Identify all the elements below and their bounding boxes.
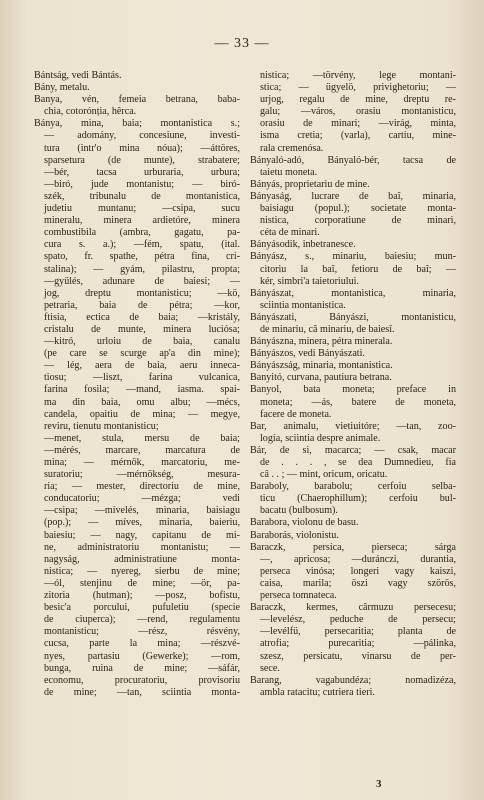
text-line: Bár, de si, macarca; — csak, macar (250, 444, 456, 456)
text-line: câ . . ; — mint, oricum, oricatu. (260, 469, 388, 481)
text-line: cucsa, parte la mina; —részvé- (44, 638, 240, 650)
text-line: Bányászat, montanistica, minaria, (250, 287, 456, 299)
text-line: combustibila (ambra, gagatu, pa- (44, 227, 240, 239)
text-line: de ciuperca); —rend, regulamentu (44, 614, 240, 626)
text-line: jog, dreptu montanisticu; —kö, (44, 287, 240, 299)
text-line: —, apricosa; —duránczi, durantia, (260, 553, 456, 565)
text-line: cristalu de munte, minera luciósa; (44, 323, 240, 335)
text-line: economu, procuratoriu, provisoriu (44, 674, 240, 686)
text-line: Bányászság, minaria, montanistica. (250, 360, 393, 372)
text-line: baisiagu (popul.); societate monta- (260, 203, 456, 215)
text-line: ambla ratacitu; cutriera tieri. (260, 686, 375, 698)
text-line: céta de minari. (260, 227, 320, 239)
text-line: Baraboly, barabolu; cerfoiu selba- (250, 481, 456, 493)
text-line: petraria, baia de pétra; —kor, (44, 299, 240, 311)
text-line: besic'a porcului, pufuletiu (specie (44, 602, 240, 614)
text-line: cura s. a.); —fém, spatu, (ital. (44, 239, 240, 251)
text-line: kér, simbri'a taietoriului. (260, 275, 359, 287)
text-line: candela, opaitiu de mina; — megye, (44, 408, 240, 420)
text-line: Bántság, vedi Bántás. (34, 70, 122, 81)
text-line: (pop.); — míves, minaria, baieriu, (44, 517, 240, 529)
text-line: nyes, partasiu (Gewerke); —rom, (44, 650, 240, 662)
text-line: mina; — mérnök, marcatoriu, me- (44, 457, 240, 468)
text-line: baiesiu; — nagy, capitanu de mi- (44, 529, 240, 541)
text-line: Baraborás, violonistu. (250, 529, 339, 541)
text-line: Bány, metalu. (34, 82, 90, 94)
text-line: stica; — ügyelö, privighetoriu; — (260, 82, 456, 94)
text-line: chia, cotorónția, hêrca. (44, 106, 137, 118)
text-line: —levelész, peduche de persecu; (260, 614, 456, 626)
text-line: citoriu la baî, fetioru de baî; — (260, 263, 456, 275)
text-line: suratoriu; —mérnökség, mesura- (44, 469, 240, 481)
text-line: nistica; — nyereg, sierbu de mine; (44, 565, 240, 577)
text-line: orasiu de minari; —virág, minta, (260, 118, 456, 130)
text-line: sciintia montanistica. (260, 299, 346, 311)
text-line: reviru, tienutu montanisticu; (44, 420, 159, 432)
text-line: ftisia, ectica de baia; —kristály, (44, 311, 240, 323)
text-line: ma din baia, omu albu; —mécs, (44, 396, 240, 408)
text-line: moneta; —ás, batere de moneta, (260, 396, 456, 408)
text-line: —ól, stenjinu de mine; —ör, pa- (44, 577, 240, 589)
text-line: Banyitó, curvana, pautiura betrana. (250, 372, 392, 384)
text-line: rala cremenósa. (260, 142, 324, 154)
text-line: logía, sciintia despre animale. (260, 432, 381, 444)
text-line: bunga, ruina de mine; —sáfár, (44, 662, 240, 674)
text-line: (pe care se scurge ap'a din mine); (44, 348, 240, 360)
text-line: szesz, persicatu, vinarsu de per- (260, 650, 456, 662)
text-line: spato, fr. spathe, pétra fina, cri- (44, 251, 240, 263)
text-line: ticu (Chaerophillum); cerfoiu bul- (260, 493, 456, 505)
text-line: Banya, vén, femeia betrana, baba- (34, 94, 240, 106)
text-line: —levélfü, persecaritia; planta de (260, 626, 456, 638)
text-line: isma cretia; (varla), cartiu, mine- (260, 130, 456, 142)
text-line: —gyülés, adunare de baiesi; — (44, 275, 240, 287)
text-line: nagyság, administratiune monta- (44, 553, 240, 565)
text-line: judetiu muntanu; —csipa, sucu (44, 203, 240, 215)
text-line: Bányásodik, inbetranesce. (250, 239, 356, 251)
text-line: sece. (260, 662, 280, 674)
right-column (250, 70, 456, 699)
text-line: caisa, marila; öszi vagy szörös, (260, 577, 456, 589)
text-line: ria; — mester, directoriu de mine, (44, 481, 240, 493)
text-line: —bér, tacsa urburaria, urbura; (44, 166, 240, 178)
text-line: de mine; —tan, sciintia monta- (44, 686, 240, 698)
text-line: montanisticu; —rész, résvény, (44, 626, 240, 638)
text-line: — lég, aera de baia, aeru inneca- (44, 360, 240, 372)
text-line: perseca vinósa; longeri vagy kaiszi, (260, 565, 456, 577)
text-line: Bányászna, minera, pétra minerala. (250, 336, 393, 348)
text-line: —mérés, marcare, marcatura de (44, 444, 240, 456)
signature-mark: 3 (376, 778, 382, 790)
text-line: Bányászati, Bányászi, montanisticu, (250, 311, 456, 323)
page-number: — 33 — (214, 36, 270, 51)
text-line: Banyol, bata moneta; preface in (250, 384, 456, 396)
text-line: Bányaló-adó, Bányaló-bér, tacsa de (250, 154, 456, 166)
text-line: szék, tribunalu de montanistica, (44, 190, 240, 202)
text-line: tiosu; —liszt, farina vulcanica, (44, 372, 240, 384)
text-line: Bar, animalu, vietiuitóre; —tan, zoo- (250, 420, 456, 432)
text-line: facere de moneta. (260, 408, 332, 420)
text-line: farina fosila; —mand, iasma. spai- (44, 384, 240, 396)
text-line: Bányaság, lucrare de baî, minaria, (250, 190, 456, 202)
text-line: —biró, jude montanistu; — biró- (44, 178, 240, 190)
text-line: nistica; —törvény, lege montani- (260, 70, 456, 81)
text-line: de minariu, câ minariu, de baiesî. (260, 323, 395, 335)
text-line: nistica, corporatiune de minari, (260, 215, 456, 227)
text-line: stalina); — gyám, pilastru, propta; (44, 263, 240, 275)
text-line: Baraczk, kermes, cârmuzu persecesu; (250, 602, 456, 614)
text-line: —menet, stula, mersu de baia; (44, 432, 240, 444)
text-line: — adomány, concesiune, investi- (44, 130, 240, 142)
text-line: taietu moneta. (260, 166, 318, 178)
text-line: bacatu (bulbosum). (260, 505, 338, 517)
text-line: conducatoriu; —mézga; vedi (44, 493, 240, 505)
text-line: Barang, vagabundéza; nomadizéza, (250, 674, 456, 686)
text-line: ne, administratoriu montanistu; — (44, 541, 240, 553)
text-line: Bányászos, vedi Bányászati. (250, 348, 365, 360)
text-line: —csipa; —mivelés, minaria, baisiagu (44, 505, 240, 517)
left-column (34, 70, 240, 699)
text-line: Bánya, mina, baia; montanistica s.; (34, 118, 240, 130)
text-line: galu; —város, orasiu montanisticu, (260, 106, 456, 118)
text-line: zitoria (hutman); —posz, bofistu, (44, 590, 240, 602)
text-line: Bányás, proprietariu de mine. (250, 178, 370, 190)
text-line: —kitró, urloiu de baia, canalu (44, 336, 240, 348)
text-line: atrofia; purecaritia; —pálinka, (260, 638, 456, 650)
text-line: urjog, regalu de mine, dreptu re- (260, 94, 456, 106)
text-line: Bányász, s., minariu, baiesiu; mun- (250, 251, 456, 263)
text-line: mineralu, minera ardietóre, minera (44, 215, 240, 227)
text-line: Baraczk, persica, pierseca; sárga (250, 541, 456, 553)
text-line: perseca tomnateca. (260, 590, 337, 602)
text-line: Barabora, violonu de basu. (250, 517, 359, 529)
text-line: tura (intr'o mina nóua); —áttöres, (44, 142, 240, 154)
text-line: de . . . , se dea Dumnedieu, fia (260, 457, 456, 468)
text-line: sparsetura (de munte), strabatere; (44, 154, 240, 166)
